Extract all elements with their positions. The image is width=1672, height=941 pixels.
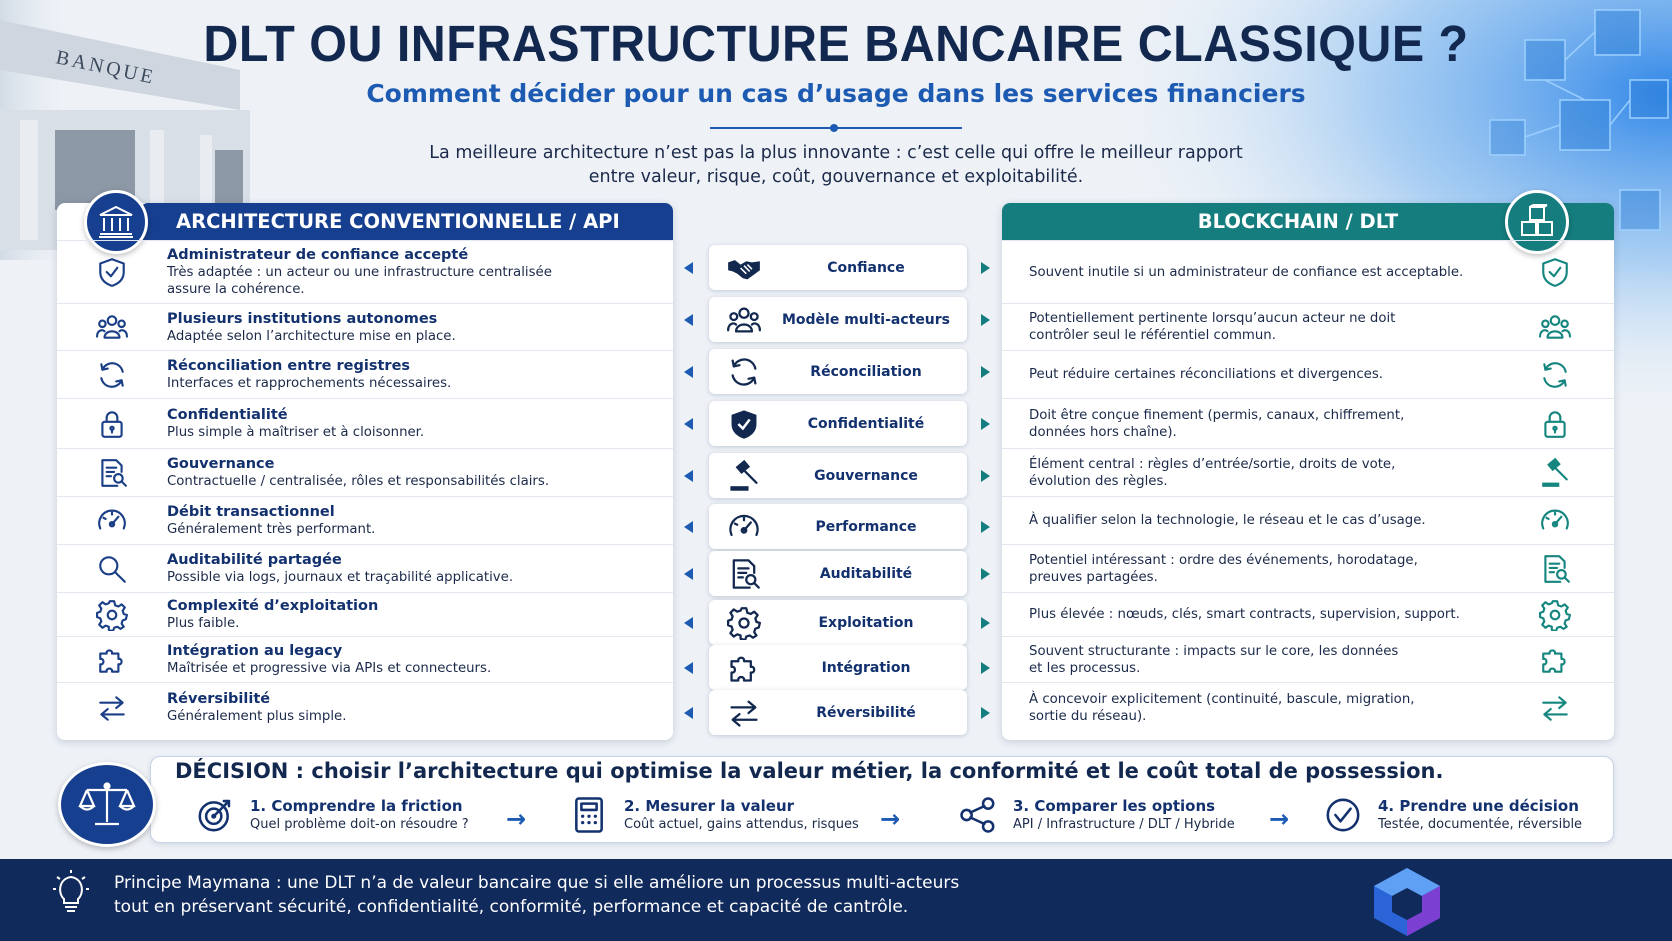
criterion-card — [709, 245, 967, 290]
sync-icon — [709, 355, 779, 389]
row-desc-1: Plus simple à maîtriser et à cloisonner. — [167, 425, 425, 440]
swap-arrows-icon — [57, 692, 167, 724]
step-title: 1. Comprendre la friction — [250, 796, 463, 815]
left-arrow-icon — [684, 262, 693, 274]
shield-icon — [1496, 256, 1614, 288]
criterion-card — [709, 504, 967, 549]
row-heading: Plusieurs institutions autonomes — [167, 310, 438, 327]
row-desc-1: Élément central : règles d’entrée/sortie, droits de vote, — [1029, 456, 1396, 472]
document-search-icon — [57, 457, 167, 489]
dlt-row — [1002, 496, 1614, 544]
row-desc-1: Interfaces et rapprochements nécessaires. — [167, 376, 452, 391]
row-desc-2: assure la cohérence. — [167, 282, 305, 297]
gavel-icon — [709, 459, 779, 493]
row-desc-2: données hors chaîne). — [1029, 424, 1177, 440]
gavel-icon — [1496, 457, 1614, 489]
puzzle-icon — [57, 644, 167, 676]
row-desc-1: Souvent inutile si un administrateur de confiance est acceptable. — [1029, 264, 1464, 280]
row-heading: Réconciliation entre registres — [167, 358, 411, 374]
conventional-row — [57, 240, 673, 303]
dlt-row — [1002, 350, 1614, 398]
left-arrow-icon — [684, 366, 693, 378]
left-arrow-icon — [684, 568, 693, 580]
intro-line-1: La meilleure architecture n’est pas la plus innovante : c’est celle qui offre le meilleur rapport — [429, 143, 1243, 163]
criterion-label: Exploitation — [818, 614, 914, 631]
swap-arrows-icon — [1496, 692, 1614, 724]
brand-logo-icon — [1370, 866, 1444, 941]
decision-step — [192, 795, 469, 835]
left-arrow-icon — [684, 617, 693, 629]
right-arrow-icon — [981, 418, 990, 430]
title-divider — [710, 127, 962, 129]
step-desc: API / Infrastructure / DLT / Hybride — [1013, 816, 1235, 832]
conventional-row — [57, 398, 673, 448]
row-desc-2: contrôler seul le référentiel commun. — [1029, 328, 1276, 343]
left-arrow-icon — [684, 314, 693, 326]
row-desc-1: Peut réduire certaines réconciliations et divergences. — [1029, 367, 1383, 382]
row-desc-1: Potentiel intéressant : ordre des événements, horodatage, — [1029, 552, 1418, 568]
lock-icon — [57, 408, 167, 440]
dlt-row — [1002, 682, 1614, 732]
criterion-label: Réversibilité — [816, 704, 916, 721]
criterion-label: Réconciliation — [810, 363, 922, 380]
lightbulb-icon — [52, 869, 90, 917]
conventional-row — [57, 636, 673, 682]
dlt-panel-title: BLOCKCHAIN / DLT — [1002, 203, 1614, 240]
step-arrow-icon: → — [880, 805, 901, 833]
criterion-label: Modèle multi-acteurs — [781, 311, 951, 328]
row-heading: Gouvernance — [167, 456, 275, 472]
row-heading: Débit transactionnel — [167, 504, 335, 520]
conventional-row — [57, 592, 673, 636]
gauge-icon — [57, 505, 167, 537]
decision-title: DÉCISION : choisir l’architecture qui optimise la valeur métier, la conformité et le coût total de possession. — [175, 759, 1444, 783]
document-search-icon — [709, 557, 779, 591]
page-title: DLT OU INFRASTRUCTURE BANCAIRE CLASSIQUE ? — [203, 15, 1469, 72]
row-desc-1: Généralement plus simple. — [167, 709, 347, 724]
gauge-icon — [1496, 505, 1614, 537]
criterion-label: Auditabilité — [819, 565, 913, 582]
decision-step — [1320, 795, 1582, 835]
criterion-label: Intégration — [821, 659, 911, 676]
puzzle-icon — [1496, 644, 1614, 676]
row-heading: Administrateur de confiance accepté — [167, 247, 469, 263]
row-desc-2: preuves partagées. — [1029, 569, 1158, 585]
decision-step — [955, 795, 1235, 835]
dlt-row — [1002, 303, 1614, 350]
right-arrow-icon — [981, 366, 990, 378]
row-desc-1: Possible via logs, journaux et traçabilité applicative. — [167, 570, 514, 585]
step-arrow-icon: → — [506, 805, 527, 833]
row-desc-1: À qualifier selon la technologie, le réseau et le cas d’usage. — [1029, 513, 1426, 528]
step-title: 4. Prendre une décision — [1378, 796, 1579, 815]
criterion-card — [709, 690, 967, 735]
row-desc-2: sortie du réseau). — [1029, 708, 1147, 724]
criterion-label: Performance — [815, 518, 917, 535]
calculator-icon — [566, 795, 612, 835]
row-heading: Confidentialité — [167, 407, 288, 423]
row-desc-1: Plus élevée : nœuds, clés, smart contracts, supervision, support. — [1029, 607, 1460, 622]
criterion-card — [709, 453, 967, 498]
row-desc-1: À concevoir explicitement (continuité, bascule, migration, — [1029, 691, 1415, 707]
users-icon — [1496, 311, 1614, 343]
left-arrow-icon — [684, 418, 693, 430]
dlt-row — [1002, 448, 1614, 496]
right-arrow-icon — [981, 707, 990, 719]
row-desc-1: Contractuelle / centralisée, rôles et responsabilités clairs. — [167, 474, 550, 489]
intro-line-2: entre valeur, risque, coût, gouvernance et exploitabilité. — [588, 167, 1084, 187]
row-desc-1: Doit être conçue finement (permis, canaux, chiffrement, — [1029, 407, 1405, 423]
dlt-row — [1002, 240, 1614, 303]
dlt-row — [1002, 398, 1614, 448]
footer-line-2: tout en préservant sécurité, confidentialité, conformité, performance et capacité de cantrôle. — [114, 897, 909, 917]
row-desc-1: Généralement très performant. — [167, 522, 376, 537]
left-arrow-icon — [684, 521, 693, 533]
decision-step — [566, 795, 859, 835]
criterion-label: Gouvernance — [814, 467, 918, 484]
users-icon — [57, 311, 167, 343]
criterion-card — [709, 401, 967, 446]
criterion-card — [709, 600, 967, 645]
row-desc-2: évolution des règles. — [1029, 473, 1168, 489]
criterion-card — [709, 645, 967, 690]
criterion-label: Confiance — [827, 259, 905, 276]
conventional-row — [57, 350, 673, 398]
shield-icon — [57, 256, 167, 288]
right-arrow-icon — [981, 262, 990, 274]
conventional-row — [57, 496, 673, 544]
dlt-row — [1002, 544, 1614, 592]
right-arrow-icon — [981, 568, 990, 580]
row-desc-1: Maîtrisée et progressive via APIs et connecteurs. — [167, 661, 492, 676]
right-arrow-icon — [981, 662, 990, 674]
lock-icon — [1496, 408, 1614, 440]
row-heading: Auditabilité partagée — [167, 552, 342, 568]
target-icon — [192, 795, 238, 835]
gear-icon — [57, 599, 167, 631]
right-arrow-icon — [981, 470, 990, 482]
left-arrow-icon — [684, 662, 693, 674]
step-desc: Coût actuel, gains attendus, risques — [624, 816, 859, 832]
step-desc: Testée, documentée, réversible — [1378, 816, 1583, 832]
page-subtitle: Comment décider pour un cas d’usage dans les services financiers — [366, 79, 1306, 108]
row-desc-1: Très adaptée : un acteur ou une infrastructure centralisée — [167, 265, 552, 280]
sync-icon — [1496, 359, 1614, 391]
step-desc: Quel problème doit-on résoudre ? — [250, 816, 469, 832]
conventional-row — [57, 448, 673, 496]
conventional-row — [57, 303, 673, 350]
users-icon — [709, 303, 779, 337]
criterion-label: Confidentialité — [807, 415, 925, 432]
dlt-row — [1002, 636, 1614, 682]
step-title: 3. Comparer les options — [1013, 796, 1216, 815]
scale-icon — [58, 762, 156, 847]
right-arrow-icon — [981, 521, 990, 533]
left-arrow-icon — [684, 707, 693, 719]
row-heading: Intégration au legacy — [167, 643, 343, 659]
row-desc-1: Adaptée selon l’architecture mise en place. — [167, 328, 456, 344]
footer-line-1: Principe Maymana : une DLT n’a de valeur bancaire que si elle améliore un processus multi-acteurs — [114, 873, 960, 893]
right-arrow-icon — [981, 314, 990, 326]
step-arrow-icon: → — [1269, 805, 1290, 833]
share-nodes-icon — [955, 795, 1001, 835]
gauge-icon — [709, 510, 779, 544]
document-search-icon — [1496, 553, 1614, 585]
row-heading: Complexité d’exploitation — [167, 598, 379, 614]
swap-arrows-icon — [709, 696, 779, 730]
row-desc-1: Plus faible. — [167, 616, 240, 631]
criterion-card — [709, 349, 967, 394]
row-desc-1: Potentiellement pertinente lorsqu’aucun acteur ne doit — [1029, 311, 1396, 326]
row-heading: Réversibilité — [167, 691, 271, 707]
step-title: 2. Mesurer la valeur — [624, 796, 795, 815]
left-arrow-icon — [684, 470, 693, 482]
puzzle-icon — [709, 651, 779, 685]
magnifier-icon — [57, 553, 167, 585]
dlt-row — [1002, 592, 1614, 636]
sync-icon — [57, 359, 167, 391]
row-desc-2: et les processus. — [1029, 660, 1141, 676]
handshake-icon — [709, 251, 779, 285]
criterion-card — [709, 551, 967, 596]
building-sign: BANQUE — [53, 46, 158, 89]
conventional-panel-title: ARCHITECTURE CONVENTIONNELLE / API — [140, 203, 673, 240]
gear-icon — [709, 606, 779, 640]
conventional-row — [57, 544, 673, 592]
shield-check-icon — [709, 407, 779, 441]
conventional-row — [57, 682, 673, 732]
criterion-card — [709, 297, 967, 342]
right-arrow-icon — [981, 617, 990, 629]
footer-principle — [114, 871, 959, 919]
gear-icon — [1496, 599, 1614, 631]
intro-text — [300, 141, 1372, 189]
check-circle-icon — [1320, 795, 1366, 835]
row-desc-1: Souvent structurante : impacts sur le core, les données — [1029, 643, 1399, 659]
